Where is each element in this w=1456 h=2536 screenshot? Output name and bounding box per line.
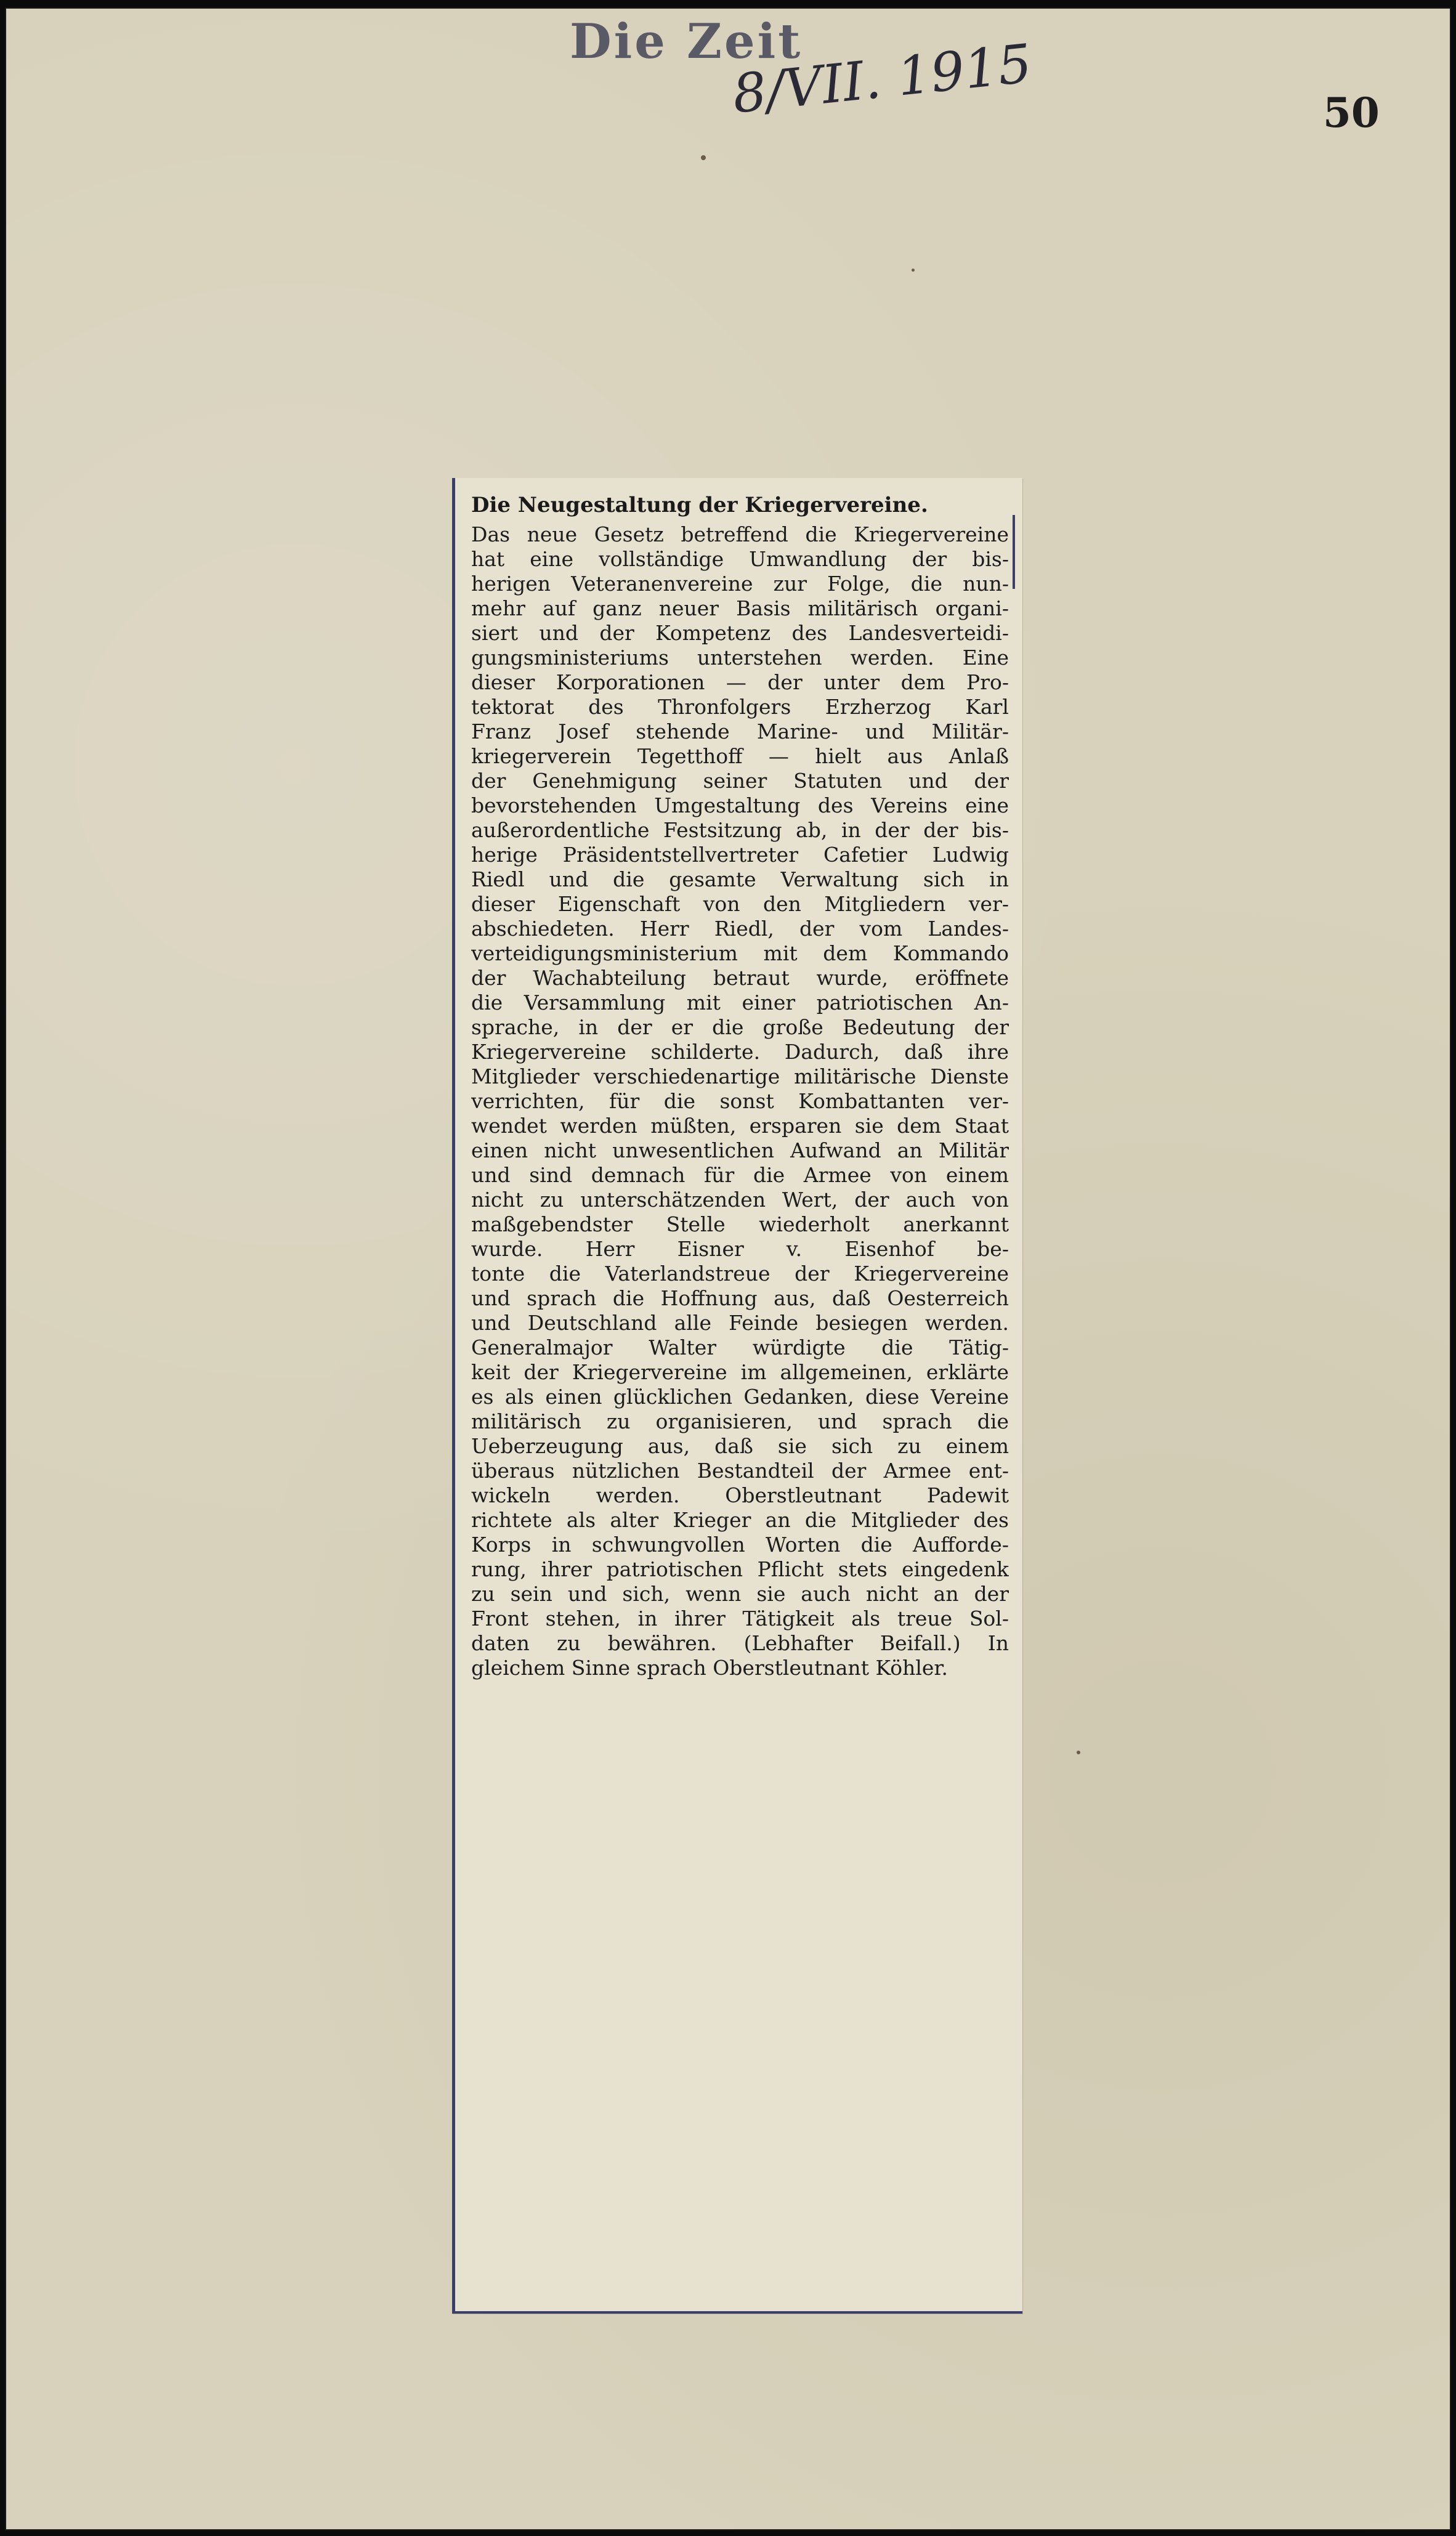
- handwritten-date: 8/VII. 1915: [729, 33, 1035, 126]
- article-title: Die Neugestaltung der Kriegervereine.: [471, 493, 928, 517]
- article-line: Franz Josef stehende Marine- und Militär-: [471, 719, 1009, 743]
- article-line: außerordentliche Festsitzung ab, in der der bis-: [471, 818, 1009, 842]
- paper-speck: [1077, 1751, 1080, 1754]
- article-line: verrichten, für die sonst Kombattanten ver-: [471, 1089, 1009, 1113]
- article-line: Mitglieder verschiedenartige militärische Dienste: [471, 1064, 1009, 1088]
- archive-sheet: [5, 7, 1451, 2530]
- article-line: wendet werden müßten, ersparen sie dem Staat: [471, 1114, 1009, 1138]
- article-line: abschiedeten. Herr Riedl, der vom Landes-: [471, 917, 1009, 941]
- article-line: Das neue Gesetz betreffend die Kriegervereine: [471, 522, 1009, 546]
- article-line: kriegerverein Tegetthoff — hielt aus Anlaß: [471, 744, 1009, 768]
- article-line: Riedl und die gesamte Verwaltung sich in: [471, 867, 1009, 891]
- article-line: gleichem Sinne sprach Oberstleutnant Köhler.: [471, 1656, 948, 1680]
- article-line: dieser Eigenschaft von den Mitgliedern ver-: [471, 892, 1009, 916]
- article-line: überaus nützlichen Bestandteil der Armee ent-: [471, 1459, 1009, 1483]
- article-line: einen nicht unwesentlichen Aufwand an Militär: [471, 1138, 1009, 1162]
- article-line: daten zu bewähren. (Lebhafter Beifall.) In: [471, 1631, 1009, 1655]
- article-line: Korps in schwungvollen Worten die Aufforde-: [471, 1533, 1009, 1557]
- article-line: sprache, in der er die große Bedeutung der: [471, 1015, 1009, 1039]
- article-line: tonte die Vaterlandstreue der Kriegervereine: [471, 1262, 1009, 1286]
- article-line: Ueberzeugung aus, daß sie sich zu einem: [471, 1434, 1009, 1458]
- article-line: nicht zu unterschätzenden Wert, der auch von: [471, 1188, 1009, 1212]
- article-line: und sprach die Hoffnung aus, daß Oesterreich: [471, 1286, 1009, 1310]
- article-line: maßgebendster Stelle wiederholt anerkannt: [471, 1212, 1009, 1236]
- article-line: Front stehen, in ihrer Tätigkeit als treue Sol-: [471, 1606, 1009, 1631]
- article-line: und Deutschland alle Feinde besiegen werden.: [471, 1311, 1009, 1335]
- page-number: 50: [1323, 89, 1380, 137]
- newspaper-masthead-stamp: Die Zeit: [570, 14, 803, 70]
- article-line: keit der Kriegervereine im allgemeinen, erklärte: [471, 1360, 1009, 1384]
- article-line: herigen Veteranenvereine zur Folge, die nun-: [471, 572, 1009, 596]
- article-line: tektorat des Thronfolgers Erzherzog Karl: [471, 695, 1009, 719]
- article-line: dieser Korporationen — der unter dem Pro-: [471, 670, 1009, 694]
- article-line: zu sein und sich, wenn sie auch nicht an der: [471, 1582, 1009, 1606]
- article-line: Generalmajor Walter würdigte die Tätig-: [471, 1335, 1009, 1359]
- paper-speck: [912, 269, 915, 272]
- article-line: bevorstehenden Umgestaltung des Vereins eine: [471, 793, 1009, 817]
- article-line: und sind demnach für die Armee von einem: [471, 1163, 1009, 1187]
- paper-speck: [701, 155, 706, 160]
- article-line: herige Präsidentstellvertreter Cafetier Ludwig: [471, 843, 1009, 867]
- article-line: hat eine vollständige Umwandlung der bis-: [471, 547, 1009, 571]
- article-line: wickeln werden. Oberstleutnant Padewit: [471, 1483, 1009, 1507]
- article-line: der Genehmigung seiner Statuten und der: [471, 769, 1009, 793]
- article-line: der Wachabteilung betraut wurde, eröffnete: [471, 966, 1009, 990]
- article-body: [471, 522, 1009, 1680]
- article-line: wurde. Herr Eisner v. Eisenhof be-: [471, 1237, 1009, 1261]
- article-line: rung, ihrer patriotischen Pflicht stets eingedenk: [471, 1557, 1009, 1581]
- article-line: verteidigungsministerium mit dem Kommando: [471, 941, 1009, 965]
- article-line: die Versammlung mit einer patriotischen An-: [471, 990, 1009, 1015]
- article-line: es als einen glücklichen Gedanken, diese Vereine: [471, 1385, 1009, 1409]
- newspaper-clipping: [452, 478, 1022, 2314]
- article-line: Kriegervereine schilderte. Dadurch, daß ihre: [471, 1040, 1009, 1064]
- clipping-rule: [1013, 515, 1015, 589]
- article-line: richtete als alter Krieger an die Mitglieder des: [471, 1508, 1009, 1532]
- article-line: siert und der Kompetenz des Landesverteidi-: [471, 621, 1009, 645]
- article-line: militärisch zu organisieren, und sprach die: [471, 1409, 1009, 1433]
- article-line: gungsministeriums unterstehen werden. Eine: [471, 646, 1009, 670]
- article-line: mehr auf ganz neuer Basis militärisch organi-: [471, 596, 1009, 620]
